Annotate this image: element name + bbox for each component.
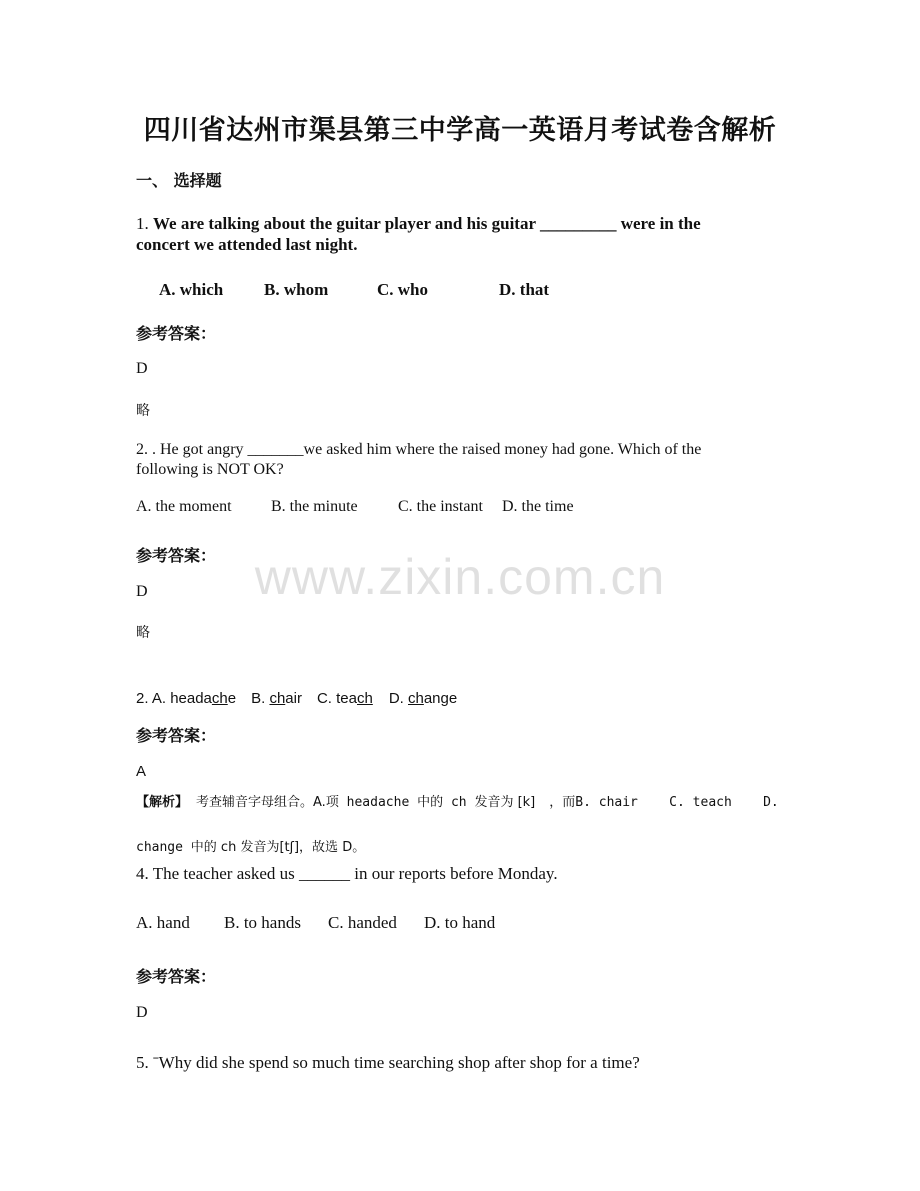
q3-option-a-underline: ch [211,690,228,707]
q4-answer-label: 参考答案： [136,967,217,986]
explanation-text: ，而 [549,795,576,810]
q3-option-d-start: D. [388,690,408,707]
q1-option-b: B. whom [264,280,329,299]
q2-option-c: C. the instant [398,498,483,515]
q3-option-a-start: 2. A. heada [136,690,212,707]
q3-option-d-end: ange [423,690,458,707]
q2-option-b: B. the minute [271,498,358,515]
section-heading: 一、 选择题 [136,171,222,190]
q2-answer: D [136,583,148,600]
q2-option-d: D. the time [502,498,574,515]
explanation-text: 考查辅音字母组合。A.项 [196,795,339,810]
q1-text: We are talking about the guitar player and his guitar _________ were in the [153,214,701,233]
q2-explanation: 略 [136,625,150,641]
q4-option-d: D. to hand [424,913,496,932]
explanation-options: B. chair C. teach D. [575,795,779,810]
q4-option-a: A. hand [136,913,190,932]
q3-option-b-start: B. [251,690,270,707]
q1-answer: D [136,360,148,377]
explanation-text: 中的 [417,795,444,810]
q3-option-b-underline: ch [269,690,286,707]
q4-text: 4. The teacher asked us ______ in our reports before Monday. [136,864,558,883]
page-title: 四川省达州市渠县第三中学高一英语月考试卷含解析 [143,115,777,146]
q1-line1 [136,214,701,234]
q2-option-a: A. the moment [136,498,232,515]
explanation-word: headache [338,795,418,810]
explanation-tag: 【解析】 [136,795,189,810]
q4-option-c: C. handed [328,913,397,932]
explanation-text: 中的 ch 发音为[tʃ]，故选 D。 [190,840,366,855]
q1-answer-label: 参考答案： [136,324,217,343]
q2-line2: following is NOT OK? [136,461,284,478]
q3-option-c-underline: ch [356,690,373,707]
q1-option-d: D. that [499,280,550,299]
q3-option-b-end: air [285,690,302,707]
q2-line1: 2. . He got angry _______we asked him where the raised money had gone. Which of the [136,441,702,458]
q3-options [136,690,457,707]
q3-answer: A [136,763,147,780]
q1-number: 1. [136,214,153,233]
q5-text: 5. ˉWhy did she spend so much time searching shop after shop for a time? [136,1053,640,1072]
q3-option-a-end: e [227,690,237,707]
explanation-word: ch [443,795,475,810]
watermark: www.zixin.com.cn [254,549,666,605]
q3-answer-label: 参考答案： [136,726,217,745]
q3-explanation-line1 [136,791,779,810]
q1-line2: concert we attended last night. [136,235,358,254]
q1-option-a: A. which [159,280,224,299]
q1-option-c: C. who [377,280,429,299]
q3-option-c-start: C. tea [316,690,357,707]
q3-explanation-line2 [136,836,365,855]
q1-explanation: 略 [136,403,150,419]
q3-option-d-underline: ch [408,690,424,707]
explanation-text: 发音为 [k] [474,795,536,810]
explanation-word: change [136,840,191,855]
q2-answer-label: 参考答案： [136,546,217,565]
q4-answer: D [136,1004,148,1021]
q4-option-b: B. to hands [224,913,301,932]
